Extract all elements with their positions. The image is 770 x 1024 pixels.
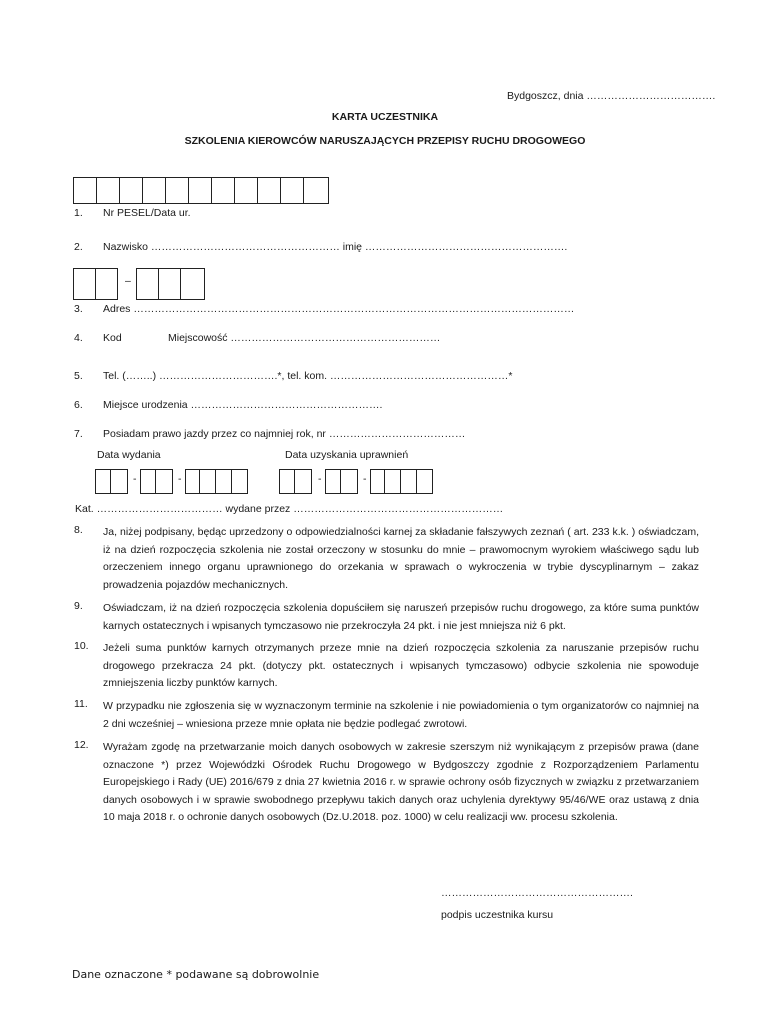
date-digit-box[interactable]: [295, 469, 312, 494]
field-number: 7.: [74, 428, 83, 440]
place-date: Bydgoszcz, dnia ……………………………….: [507, 90, 716, 102]
pesel-label: Nr PESEL/Data ur.: [103, 207, 191, 219]
date-digit-box[interactable]: [140, 469, 156, 494]
date-digit-box[interactable]: [216, 469, 232, 494]
date-digit-box[interactable]: [325, 469, 341, 494]
name-field[interactable]: Nazwisko ……………………………………………… imię ………………………………………………….: [103, 241, 568, 253]
document-subtitle: SZKOLENIA KIEROWCÓW NARUSZAJĄCYCH PRZEPISY RUCHU DROGOWEGO: [184, 135, 586, 147]
pesel-digit-box[interactable]: [143, 177, 166, 204]
pesel-boxes[interactable]: [73, 177, 329, 204]
statement-text: W przypadku nie zgłoszenia się w wyznaczonym terminie na szkolenie i nie powiadomienia o tym organizatorów co najmniej na 2 dni wcześniej – wniesiona przeze mnie opłata nie będzie podlegać zwrotowi.: [103, 700, 699, 730]
date-digit-box[interactable]: [95, 469, 111, 494]
phone-field[interactable]: Tel. (……..) …………………………….*, tel. kom. ……………………………………………*: [103, 370, 513, 382]
pesel-digit-box[interactable]: [258, 177, 281, 204]
postal-digit-box[interactable]: [159, 268, 181, 300]
field-number: 2.: [74, 241, 83, 253]
rights-month-boxes[interactable]: [325, 469, 358, 494]
statement-text: Oświadczam, iż na dzień rozpoczęcia szkolenia dopuściłem się naruszeń przepisów ruchu drogowego, za które suma punktów karnych ostatecznych i wpisanych tymczasowo nie przekroczyła 24 pkt. i nie jest mniejsza niż 6 pkt.: [103, 602, 699, 632]
statement-number: 12.: [74, 739, 89, 751]
pesel-digit-box[interactable]: [304, 177, 329, 204]
postal-code-boxes-b[interactable]: [136, 268, 205, 300]
date-digit-box[interactable]: [232, 469, 248, 494]
signature-label: podpis uczestnika kursu: [441, 909, 554, 921]
postal-code-label: Kod: [103, 332, 122, 344]
date-digit-box[interactable]: [111, 469, 128, 494]
date-issue-label: Data wydania: [97, 449, 161, 461]
date-dash: -: [318, 473, 322, 485]
pesel-digit-box[interactable]: [120, 177, 143, 204]
document-title: KARTA UCZESTNIKA: [331, 111, 439, 123]
field-number: 5.: [74, 370, 83, 382]
rights-year-boxes[interactable]: [370, 469, 433, 494]
issue-month-boxes[interactable]: [140, 469, 173, 494]
rights-day-boxes[interactable]: [279, 469, 312, 494]
address-field[interactable]: Adres ………………………………………………………………………………………………………………: [103, 303, 575, 315]
date-digit-box[interactable]: [279, 469, 295, 494]
statement-number: 9.: [74, 600, 83, 612]
statement-number: 11.: [74, 698, 88, 710]
statement-text: Wyrażam zgodę na przetwarzanie moich danych osobowych w zakresie szerszym niż wynikającym z przepisów prawa (dane oznaczone *) przez Wojewódzki Ośrodek Ruchu Drogowego w Bydgoszczy zgodnie z Rozporządzeniem Parlamentu Europejskiego i Rady (UE) 2016/679 z dnia 27 kwietnia 2016 r. w sprawie ochrony osób fizycznych w związku z przetwarzaniem danych osobowych i w sprawie swobodnego przepływu takich danych oraz uchylenia dyrektywy 95/46/WE oraz ustawą z dnia 10 maja 2018 r. o ochronie danych osobowych (Dz.U.2018. poz. 1000) w celu realizacji ww. procesu szkolenia.: [103, 741, 699, 823]
field-number: 3.: [74, 303, 83, 315]
date-digit-box[interactable]: [200, 469, 216, 494]
license-category-field[interactable]: Kat. ……………………………… wydane przez ……………………………………………………: [75, 503, 504, 515]
signature-line[interactable]: ……………………………………………….: [441, 887, 633, 899]
license-number-field[interactable]: Posiadam prawo jazdy przez co najmniej rok, nr …………………………………: [103, 428, 466, 440]
postal-dash: –: [125, 275, 131, 287]
statement-text: Ja, niżej podpisany, będąc uprzedzony o odpowiedzialności karnej za składanie fałszywych zeznań ( art. 233 k.k. ) oświadczam, iż na dzień rozpoczęcia szkolenia nie został orzeczony w stosunku do mnie – prawomocnym wyrokiem właściwego sądu lub orzeczeniem innego organu uprawnionego do orzekania w sprawach o wykroczenia w trybie dyscyplinarnym – zakaz prowadzenia pojazdów mechanicznych.: [103, 526, 699, 591]
field-number: 6.: [74, 399, 83, 411]
statement-number: 8.: [74, 524, 83, 536]
date-digit-box[interactable]: [156, 469, 173, 494]
pesel-digit-box[interactable]: [281, 177, 304, 204]
city-field[interactable]: Miejscowość ……………………………………………………: [168, 332, 441, 344]
footer-note: Dane oznaczone * podawane są dobrowolnie: [72, 968, 320, 981]
postal-digit-box[interactable]: [181, 268, 205, 300]
pesel-digit-box[interactable]: [212, 177, 235, 204]
date-digit-box[interactable]: [185, 469, 200, 494]
issue-year-boxes[interactable]: [185, 469, 248, 494]
date-digit-box[interactable]: [385, 469, 401, 494]
pesel-digit-box[interactable]: [73, 177, 97, 204]
date-dash: -: [133, 473, 137, 485]
postal-code-boxes-a[interactable]: [73, 268, 118, 300]
issue-day-boxes[interactable]: [95, 469, 128, 494]
field-number: 4.: [74, 332, 83, 344]
date-digit-box[interactable]: [417, 469, 433, 494]
birthplace-field[interactable]: Miejsce urodzenia ……………………………………………….: [103, 399, 383, 411]
date-digit-box[interactable]: [370, 469, 385, 494]
date-dash: -: [363, 473, 367, 485]
statement-number: 10.: [74, 640, 89, 652]
date-digit-box[interactable]: [401, 469, 417, 494]
date-rights-label: Data uzyskania uprawnień: [285, 449, 409, 461]
pesel-digit-box[interactable]: [235, 177, 258, 204]
statement-text: Jeżeli suma punktów karnych otrzymanych przeze mnie na dzień rozpoczęcia szkolenia za naruszanie przepisów ruchu drogowego przekracza 24 pkt. (dotyczy pkt. ostatecznych i wpisanych tymczasowo) odbycie szkolenia nie spowoduje zmniejszenia liczby punktów karnych.: [103, 642, 699, 689]
field-number: 1.: [74, 207, 83, 219]
date-dash: -: [178, 473, 182, 485]
pesel-digit-box[interactable]: [189, 177, 212, 204]
date-digit-box[interactable]: [341, 469, 358, 494]
postal-digit-box[interactable]: [73, 268, 96, 300]
postal-digit-box[interactable]: [136, 268, 159, 300]
postal-digit-box[interactable]: [96, 268, 118, 300]
pesel-digit-box[interactable]: [97, 177, 120, 204]
pesel-digit-box[interactable]: [166, 177, 189, 204]
